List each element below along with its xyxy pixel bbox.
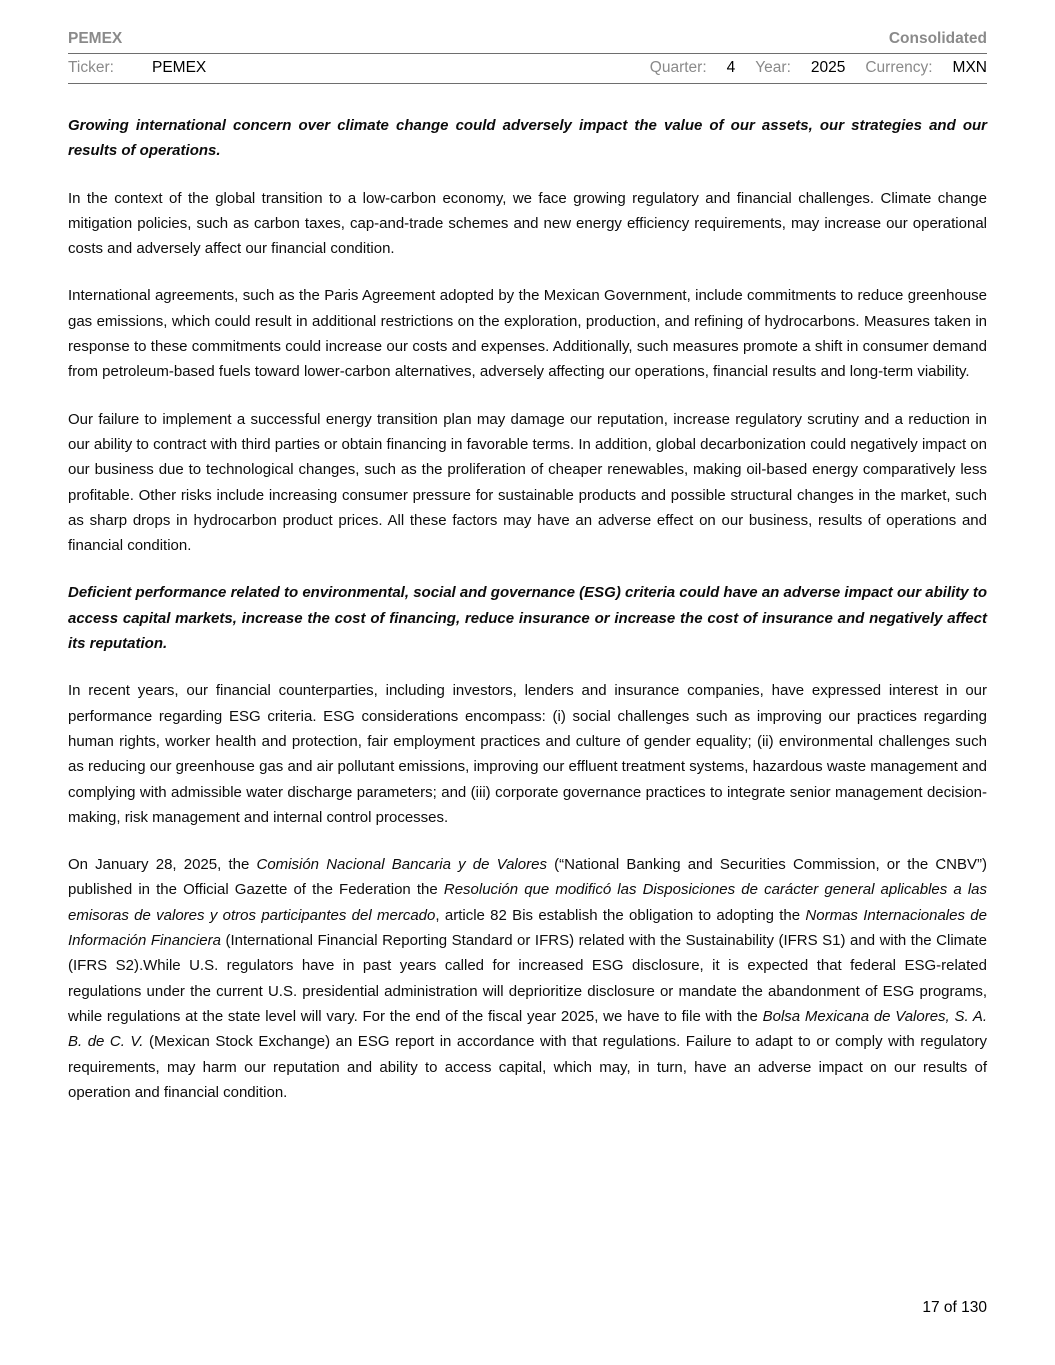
text-run: Growing international concern over climate change could adversely impact the value of our assets, our strategies and our results of operations. — [68, 117, 987, 160]
ticker-label: Ticker: — [68, 59, 114, 76]
header-brand-row — [68, 30, 987, 53]
text-run: (Mexican Stock Exchange) an ESG report in accordance with that regulations. Failure to adapt to or comply with regulatory requirements, may harm our reputation and ability to access capital, which may, in turn, have an adverse impact on our results of operation and financial condition. — [68, 1033, 987, 1101]
header-meta-right — [650, 59, 987, 77]
text-run: In recent years, our financial counterparties, including investors, lenders and insurance companies, have expressed interest in our performance regarding ESG criteria. ESG considerations encompass: (i) social challenges such as improving our practices regarding human rights, worker health and protection, fair employment practices and culture of gender equality; (ii) environmental challenges such as reducing our greenhouse gas and air pollutant emissions, improving our effluent treatment systems, hazardous waste management and complying with admissible water discharge parameters; and (iii) corporate governance practices to integrate senior management decision-making, risk management and internal control processes. — [68, 682, 987, 826]
header-divider-bottom — [68, 83, 987, 84]
body-paragraph — [68, 678, 987, 830]
italic-text-run: Resolución que modificó las Disposiciones de carácter general aplicables a las emisoras de valores y otros participantes del mercado — [68, 881, 987, 924]
quarter-value: 4 — [726, 59, 736, 76]
ticker-value: PEMEX — [152, 59, 207, 76]
report-header — [0, 0, 1055, 84]
text-run: Our failure to implement a successful energy transition plan may damage our reputation, increase regulatory scrutiny and a reduction in our ability to contract with third parties or obtain financing in favorable terms. In addition, global decarbonization could negatively impact on our business due to technological changes, such as the proliferation of cheaper renewables, making oil-based energy comparatively less profitable. Other risks include increasing consumer pressure for sustainable products and possible structural changes in the market, such as sharp drops in hydrocarbon product prices. All these factors may have an adverse effect on our business, results of operations and financial condition. — [68, 410, 987, 555]
page-number: 17 of 130 — [922, 1299, 987, 1316]
risk-factor-heading — [68, 580, 987, 656]
currency-label: Currency: — [865, 59, 933, 76]
text-run: , article 82 Bis establish the obligation to adopting the — [435, 906, 806, 924]
year-value: 2025 — [810, 59, 846, 76]
text-run: In the context of the global transition to a low-carbon economy, we face growing regulatory and financial challenges. Climate change mitigation policies, such as carbon taxes, cap-and-trade schemes and new energy efficiency requirements, may increase our operational costs and adversely affect our financial condition. — [68, 189, 987, 258]
report-scope: Consolidated — [888, 30, 987, 47]
body-paragraph — [68, 407, 987, 559]
risk-factor-heading — [68, 113, 987, 164]
body-paragraph — [68, 186, 987, 262]
quarter-label: Quarter: — [649, 59, 707, 76]
text-run: On January 28, 2025, the — [68, 856, 257, 874]
year-label: Year: — [755, 59, 791, 76]
document-body — [68, 113, 987, 1105]
currency-value: MXN — [952, 59, 987, 76]
body-paragraph — [68, 283, 987, 384]
text-run: International agreements, such as the Paris Agreement adopted by the Mexican Government, include commitments to reduce greenhouse gas emissions, which could result in additional restrictions on the exploration, production, and refining of hydrocarbons. Measures taken in response to these commitments could increase our costs and expenses. Additionally, such measures promote a shift in consumer demand from petroleum-based fuels toward lower-carbon alternatives, adversely affecting our operations, financial results and long-term viability. — [68, 287, 987, 381]
text-run: Deficient performance related to environmental, social and governance (ESG) criteria could have an adverse impact our ability to access capital markets, increase the cost of financing, reduce insurance or increase the cost of insurance and negatively affect its reputation. — [68, 584, 987, 653]
italic-text-run: Normas Internacionales de Información Financiera — [68, 906, 987, 950]
header-meta-row — [68, 54, 987, 83]
brand-name: PEMEX — [68, 30, 123, 47]
text-run: (International Financial Reporting Standard or IFRS) related with the Sustainability (IFRS S1) and with the Climate (IFRS S2).While U.S. regulators have in past years called for increased ESG disclosure, it is expected that federal ESG-related regulations under the current U.S. presidential administration will deprioritize disclosure or mandate the abandonment of ESG programs, while regulations at the state level will vary. For the end of the fiscal year 2025, we have to file with the — [68, 932, 987, 1025]
italic-text-run: Bolsa Mexicana de Valores, S. A. B. de C. V. — [68, 1007, 988, 1051]
italic-text-run: Comisión Nacional Bancaria y de Valores — [256, 856, 547, 874]
body-paragraph — [68, 852, 987, 1105]
text-run: (“National Banking and Securities Commission, or the CNBV”) published in the Official Gazette of the Federation the — [68, 856, 988, 899]
